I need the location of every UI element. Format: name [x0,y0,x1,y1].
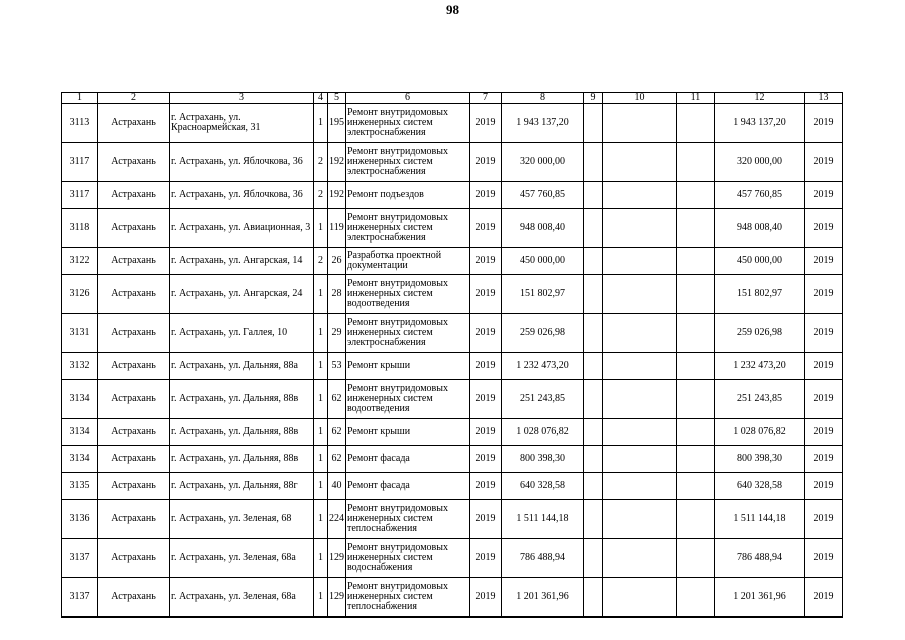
col-5-cell: 26 [328,248,346,275]
repair-registry-table [61,92,843,618]
fund-cost-cell: 320 000,00 [715,143,805,182]
col-4-cell: 1 [314,209,328,248]
column-header: 8 [502,93,584,104]
col-4-cell: 1 [314,539,328,578]
table-row [62,275,843,314]
col-11-cell [677,446,715,473]
row-number-cell: 3122 [62,248,98,275]
total-cost-cell: 1 028 076,82 [502,419,584,446]
row-number-cell: 3117 [62,182,98,209]
completion-year-cell: 2019 [805,143,843,182]
col-11-cell [677,182,715,209]
year-cell: 2019 [470,209,502,248]
fund-cost-cell: 1 511 144,18 [715,500,805,539]
col-9-cell [584,578,603,618]
year-cell: 2019 [470,275,502,314]
row-number-cell: 3134 [62,380,98,419]
col-11-cell [677,473,715,500]
year-cell: 2019 [470,314,502,353]
total-cost-cell: 640 328,58 [502,473,584,500]
work-type-cell: Ремонт крыши [346,419,470,446]
work-type-cell: Ремонт крыши [346,353,470,380]
completion-year-cell: 2019 [805,182,843,209]
col-9-cell [584,248,603,275]
fund-cost-cell: 450 000,00 [715,248,805,275]
col-9-cell [584,473,603,500]
work-type-cell: Ремонт внутридомовых инженерных систем водоснабжения [346,539,470,578]
work-type-cell: Ремонт внутридомовых инженерных систем электроснабжения [346,143,470,182]
address-cell: г. Астрахань, ул. Зеленая, 68а [170,578,314,618]
total-cost-cell: 786 488,94 [502,539,584,578]
address-cell: г. Астрахань, ул. Дальняя, 88в [170,419,314,446]
col-11-cell [677,419,715,446]
city-cell: Астрахань [98,578,170,618]
total-cost-cell: 1 232 473,20 [502,353,584,380]
completion-year-cell: 2019 [805,578,843,618]
row-number-cell: 3137 [62,578,98,618]
column-header: 2 [98,93,170,104]
city-cell: Астрахань [98,380,170,419]
completion-year-cell: 2019 [805,104,843,143]
completion-year-cell: 2019 [805,380,843,419]
work-type-cell: Ремонт внутридомовых инженерных систем водоотведения [346,380,470,419]
column-header: 7 [470,93,502,104]
row-number-cell: 3117 [62,143,98,182]
column-header: 10 [603,93,677,104]
fund-cost-cell: 457 760,85 [715,182,805,209]
city-cell: Астрахань [98,182,170,209]
col-5-cell: 192 [328,143,346,182]
city-cell: Астрахань [98,314,170,353]
address-cell: г. Астрахань, ул. Дальняя, 88а [170,353,314,380]
address-cell: г. Астрахань, ул. Ангарская, 14 [170,248,314,275]
year-cell: 2019 [470,380,502,419]
column-header: 9 [584,93,603,104]
city-cell: Астрахань [98,473,170,500]
city-cell: Астрахань [98,209,170,248]
column-header: 13 [805,93,843,104]
table-row [62,182,843,209]
completion-year-cell: 2019 [805,473,843,500]
col-10-cell [603,143,677,182]
address-cell: г. Астрахань, ул. Яблочкова, 36 [170,143,314,182]
col-9-cell [584,275,603,314]
work-type-cell: Ремонт внутридомовых инженерных систем теплоснабжения [346,500,470,539]
col-4-cell: 1 [314,380,328,419]
total-cost-cell: 1 511 144,18 [502,500,584,539]
address-cell: г. Астрахань, ул. Дальняя, 88в [170,446,314,473]
col-9-cell [584,143,603,182]
table-row [62,104,843,143]
work-type-cell: Ремонт фасада [346,473,470,500]
column-header: 1 [62,93,98,104]
address-cell: г. Астрахань, ул. Авиационная, 3 [170,209,314,248]
city-cell: Астрахань [98,275,170,314]
col-10-cell [603,380,677,419]
col-5-cell: 53 [328,353,346,380]
year-cell: 2019 [470,353,502,380]
completion-year-cell: 2019 [805,353,843,380]
col-10-cell [603,275,677,314]
col-11-cell [677,353,715,380]
col-9-cell [584,353,603,380]
completion-year-cell: 2019 [805,314,843,353]
row-number-cell: 3132 [62,353,98,380]
column-header: 4 [314,93,328,104]
city-cell: Астрахань [98,539,170,578]
table-row [62,353,843,380]
address-cell: г. Астрахань, ул. Зеленая, 68а [170,539,314,578]
row-number-cell: 3135 [62,473,98,500]
col-9-cell [584,104,603,143]
table-row [62,314,843,353]
col-5-cell: 129 [328,578,346,618]
col-10-cell [603,473,677,500]
col-4-cell: 1 [314,578,328,618]
table-row [62,380,843,419]
col-11-cell [677,539,715,578]
year-cell: 2019 [470,446,502,473]
completion-year-cell: 2019 [805,248,843,275]
completion-year-cell: 2019 [805,500,843,539]
col-11-cell [677,314,715,353]
col-10-cell [603,500,677,539]
fund-cost-cell: 1 943 137,20 [715,104,805,143]
col-9-cell [584,209,603,248]
total-cost-cell: 151 802,97 [502,275,584,314]
col-5-cell: 192 [328,182,346,209]
col-5-cell: 62 [328,380,346,419]
table-row [62,209,843,248]
row-number-cell: 3131 [62,314,98,353]
total-cost-cell: 948 008,40 [502,209,584,248]
table-row [62,500,843,539]
page-number: 98 [446,2,459,17]
col-10-cell [603,353,677,380]
col-10-cell [603,314,677,353]
col-4-cell: 1 [314,353,328,380]
address-cell: г. Астрахань, ул. Дальняя, 88в [170,380,314,419]
col-11-cell [677,275,715,314]
row-number-cell: 3136 [62,500,98,539]
address-cell: г. Астрахань, ул. Красноармейская, 31 [170,104,314,143]
city-cell: Астрахань [98,104,170,143]
fund-cost-cell: 259 026,98 [715,314,805,353]
col-5-cell: 129 [328,539,346,578]
year-cell: 2019 [470,539,502,578]
fund-cost-cell: 1 201 361,96 [715,578,805,618]
col-4-cell: 1 [314,275,328,314]
column-header: 12 [715,93,805,104]
col-11-cell [677,578,715,618]
column-header: 3 [170,93,314,104]
year-cell: 2019 [470,500,502,539]
col-5-cell: 224 [328,500,346,539]
col-4-cell: 1 [314,104,328,143]
total-cost-cell: 1 943 137,20 [502,104,584,143]
col-10-cell [603,419,677,446]
work-type-cell: Ремонт подъездов [346,182,470,209]
work-type-cell: Разработка проектной документации [346,248,470,275]
table-row [62,143,843,182]
col-4-cell: 1 [314,473,328,500]
completion-year-cell: 2019 [805,209,843,248]
table-row [62,419,843,446]
row-number-cell: 3137 [62,539,98,578]
col-9-cell [584,539,603,578]
year-cell: 2019 [470,419,502,446]
col-5-cell: 62 [328,446,346,473]
year-cell: 2019 [470,104,502,143]
completion-year-cell: 2019 [805,419,843,446]
total-cost-cell: 450 000,00 [502,248,584,275]
city-cell: Астрахань [98,419,170,446]
table-row [62,539,843,578]
col-4-cell: 2 [314,182,328,209]
col-5-cell: 28 [328,275,346,314]
city-cell: Астрахань [98,446,170,473]
work-type-cell: Ремонт внутридомовых инженерных систем электроснабжения [346,314,470,353]
total-cost-cell: 800 398,30 [502,446,584,473]
table-row [62,248,843,275]
col-5-cell: 29 [328,314,346,353]
col-9-cell [584,380,603,419]
col-4-cell: 2 [314,248,328,275]
completion-year-cell: 2019 [805,275,843,314]
col-11-cell [677,104,715,143]
col-10-cell [603,539,677,578]
col-5-cell: 195 [328,104,346,143]
col-11-cell [677,380,715,419]
city-cell: Астрахань [98,248,170,275]
col-5-cell: 40 [328,473,346,500]
fund-cost-cell: 151 802,97 [715,275,805,314]
total-cost-cell: 457 760,85 [502,182,584,209]
col-9-cell [584,500,603,539]
col-10-cell [603,248,677,275]
fund-cost-cell: 948 008,40 [715,209,805,248]
col-9-cell [584,419,603,446]
work-type-cell: Ремонт фасада [346,446,470,473]
column-header: 5 [328,93,346,104]
col-9-cell [584,314,603,353]
address-cell: г. Астрахань, ул. Галлея, 10 [170,314,314,353]
address-cell: г. Астрахань, ул. Ангарская, 24 [170,275,314,314]
city-cell: Астрахань [98,500,170,539]
col-11-cell [677,248,715,275]
col-4-cell: 2 [314,143,328,182]
year-cell: 2019 [470,248,502,275]
address-cell: г. Астрахань, ул. Яблочкова, 36 [170,182,314,209]
fund-cost-cell: 800 398,30 [715,446,805,473]
total-cost-cell: 1 201 361,96 [502,578,584,618]
table-row [62,446,843,473]
table-row [62,578,843,618]
total-cost-cell: 251 243,85 [502,380,584,419]
column-number-row [62,93,843,104]
col-10-cell [603,446,677,473]
col-11-cell [677,209,715,248]
col-10-cell [603,209,677,248]
row-number-cell: 3118 [62,209,98,248]
row-number-cell: 3134 [62,419,98,446]
total-cost-cell: 320 000,00 [502,143,584,182]
table-row [62,473,843,500]
col-11-cell [677,143,715,182]
fund-cost-cell: 640 328,58 [715,473,805,500]
table-body [62,93,843,618]
fund-cost-cell: 1 028 076,82 [715,419,805,446]
col-5-cell: 119 [328,209,346,248]
row-number-cell: 3134 [62,446,98,473]
col-10-cell [603,104,677,143]
work-type-cell: Ремонт внутридомовых инженерных систем теплоснабжения [346,578,470,618]
col-4-cell: 1 [314,500,328,539]
col-9-cell [584,446,603,473]
fund-cost-cell: 1 232 473,20 [715,353,805,380]
work-type-cell: Ремонт внутридомовых инженерных систем электроснабжения [346,209,470,248]
year-cell: 2019 [470,578,502,618]
col-4-cell: 1 [314,446,328,473]
fund-cost-cell: 251 243,85 [715,380,805,419]
column-header: 11 [677,93,715,104]
col-4-cell: 1 [314,314,328,353]
city-cell: Астрахань [98,353,170,380]
col-5-cell: 62 [328,419,346,446]
address-cell: г. Астрахань, ул. Зеленая, 68 [170,500,314,539]
year-cell: 2019 [470,473,502,500]
col-10-cell [603,182,677,209]
col-11-cell [677,500,715,539]
column-header: 6 [346,93,470,104]
fund-cost-cell: 786 488,94 [715,539,805,578]
col-9-cell [584,182,603,209]
city-cell: Астрахань [98,143,170,182]
row-number-cell: 3126 [62,275,98,314]
year-cell: 2019 [470,182,502,209]
row-number-cell: 3113 [62,104,98,143]
work-type-cell: Ремонт внутридомовых инженерных систем водоотведения [346,275,470,314]
total-cost-cell: 259 026,98 [502,314,584,353]
work-type-cell: Ремонт внутридомовых инженерных систем электроснабжения [346,104,470,143]
col-4-cell: 1 [314,419,328,446]
year-cell: 2019 [470,143,502,182]
address-cell: г. Астрахань, ул. Дальняя, 88г [170,473,314,500]
col-10-cell [603,578,677,618]
completion-year-cell: 2019 [805,539,843,578]
completion-year-cell: 2019 [805,446,843,473]
